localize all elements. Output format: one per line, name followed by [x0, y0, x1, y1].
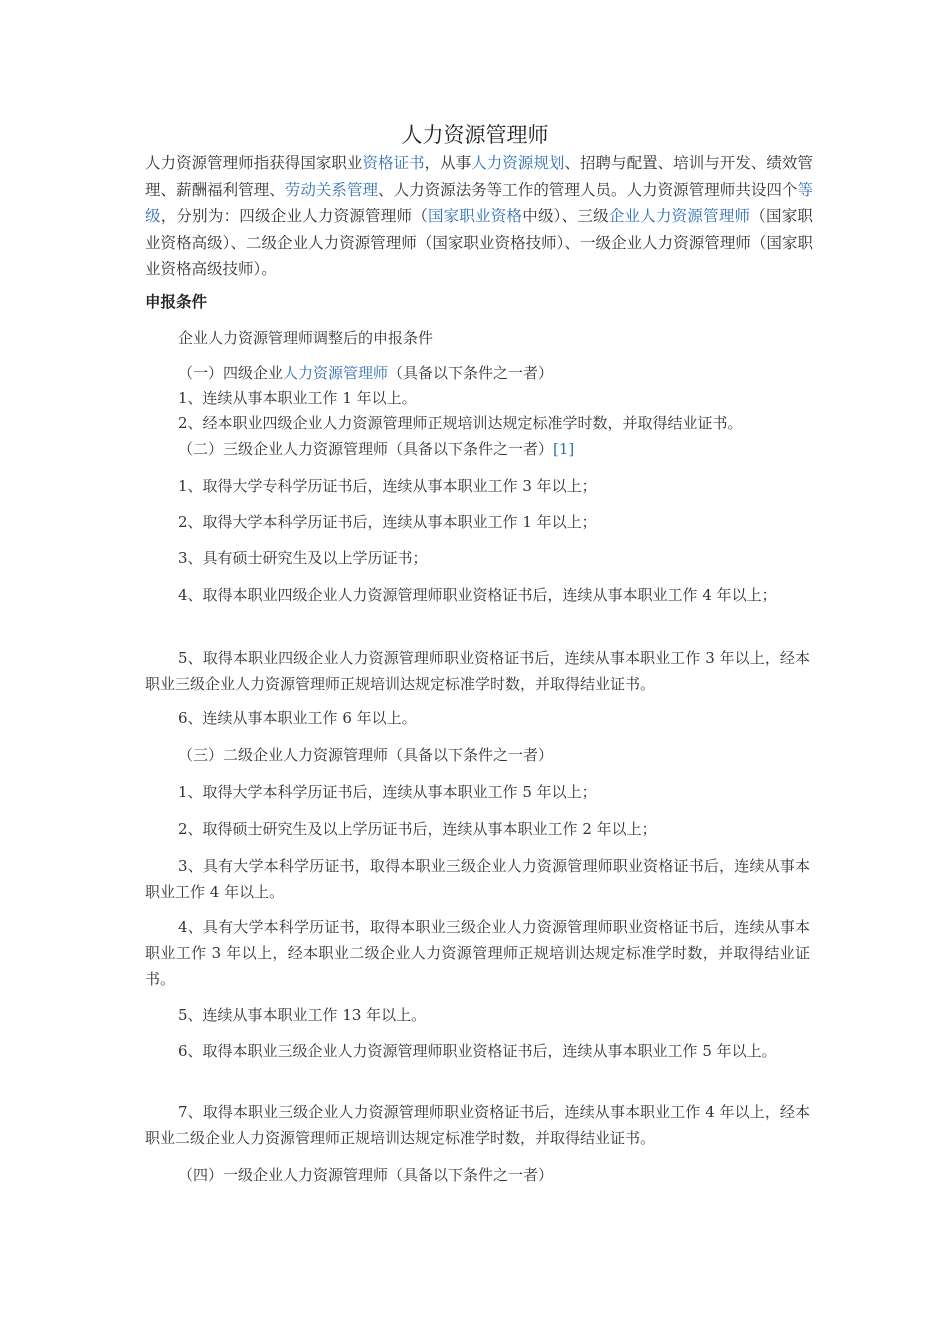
link-enterprise-hr-manager[interactable]: 企业人力资源管理师 — [608, 207, 751, 225]
intro-text: ，从事 — [424, 154, 472, 172]
level3-item: 4、取得本职业四级企业人力资源管理师职业资格证书后，连续从事本职业工作 4 年以上； — [178, 586, 777, 604]
level2-item: 7、取得本职业三级企业人力资源管理师职业资格证书后，连续从事本职业工作 4 年以上，经本职业二级企业人力资源管理师正规培训达规定标准学时数，并取得结业证书。 — [145, 1103, 810, 1147]
level4-heading-text: （具备以下条件之一者） — [388, 364, 554, 382]
reference-link[interactable]: [1] — [553, 440, 575, 458]
level3-item: 1、取得大学专科学历证书后，连续从事本职业工作 3 年以上； — [178, 477, 597, 495]
level3-item: 3、具有硕士研究生及以上学历证书； — [178, 549, 428, 567]
link-certificate[interactable]: 资格证书 — [362, 154, 425, 172]
intro-text: ，分别为：四级企业人力资源管理师（ — [160, 207, 428, 225]
level4-heading-text: （一）四级企业 — [178, 364, 284, 382]
subtitle: 企业人力资源管理师调整后的申报条件 — [178, 329, 434, 347]
intro-text: 、招聘与配置、培训与开发、绩效管理、薪酬福利管理、 — [145, 154, 813, 199]
level4-heading — [178, 360, 553, 386]
level3-item: 5、取得本职业四级企业人力资源管理师职业资格证书后，连续从事本职业工作 3 年以上，经本职业三级企业人力资源管理师正规培训达规定标准学时数，并取得结业证书。 — [145, 649, 810, 693]
level1-heading: （四）一级企业人力资源管理师（具备以下条件之一者） — [178, 1166, 554, 1184]
intro-paragraph — [145, 150, 813, 283]
level3-item: 2、取得大学本科学历证书后，连续从事本职业工作 1 年以上； — [178, 513, 597, 531]
level2-item: 2、取得硕士研究生及以上学历证书后，连续从事本职业工作 2 年以上； — [178, 820, 657, 838]
intro-text: 、人力资源法务等工作的管理人员。人力资源管理师共设四个 — [378, 180, 798, 199]
link-level[interactable]: 等级 — [145, 180, 813, 225]
intro-text: 中级）、三级 — [522, 207, 609, 225]
level3-heading-text: （二）三级企业人力资源管理师（具备以下条件之一者） — [178, 440, 554, 458]
level4-item: 2、经本职业四级企业人力资源管理师正规培训达规定标准学时数，并取得结业证书。 — [178, 414, 743, 432]
level2-item: 4、具有大学本科学历证书，取得本职业三级企业人力资源管理师职业资格证书后，连续从事本职业工作 3 年以上，经本职业二级企业人力资源管理师正规培训达规定标准学时数，并取得结业证书。 — [145, 918, 810, 988]
link-national-qualification[interactable]: 国家职业资格 — [427, 207, 523, 225]
level2-item: 6、取得本职业三级企业人力资源管理师职业资格证书后，连续从事本职业工作 5 年以上。 — [178, 1042, 777, 1060]
intro-text: （国家职业资格高级）、二级企业人力资源管理师（国家职业资格技师）、一级企业人力资源管理师（国家职业资格高级技师）。 — [145, 207, 813, 278]
level2-item: 5、连续从事本职业工作 13 年以上。 — [178, 1006, 427, 1024]
level2-heading: （三）二级企业人力资源管理师（具备以下条件之一者） — [178, 746, 554, 764]
level2-item: 1、取得大学本科学历证书后，连续从事本职业工作 5 年以上； — [178, 783, 597, 801]
link-hr-manager[interactable]: 人力资源管理师 — [283, 364, 389, 382]
level3-item: 6、连续从事本职业工作 6 年以上。 — [178, 709, 417, 727]
link-labor-relations[interactable]: 劳动关系管理 — [284, 180, 379, 199]
level4-item: 1、连续从事本职业工作 1 年以上。 — [178, 389, 417, 407]
intro-text: 人力资源管理师指获得国家职业 — [145, 154, 363, 172]
level2-item: 3、具有大学本科学历证书，取得本职业三级企业人力资源管理师职业资格证书后，连续从事本职业工作 4 年以上。 — [145, 857, 810, 901]
link-hr-planning[interactable]: 人力资源规划 — [471, 154, 565, 172]
section-heading: 申报条件 — [145, 293, 208, 311]
page-title: 人力资源管理师 — [401, 123, 549, 147]
level3-heading — [178, 436, 574, 462]
